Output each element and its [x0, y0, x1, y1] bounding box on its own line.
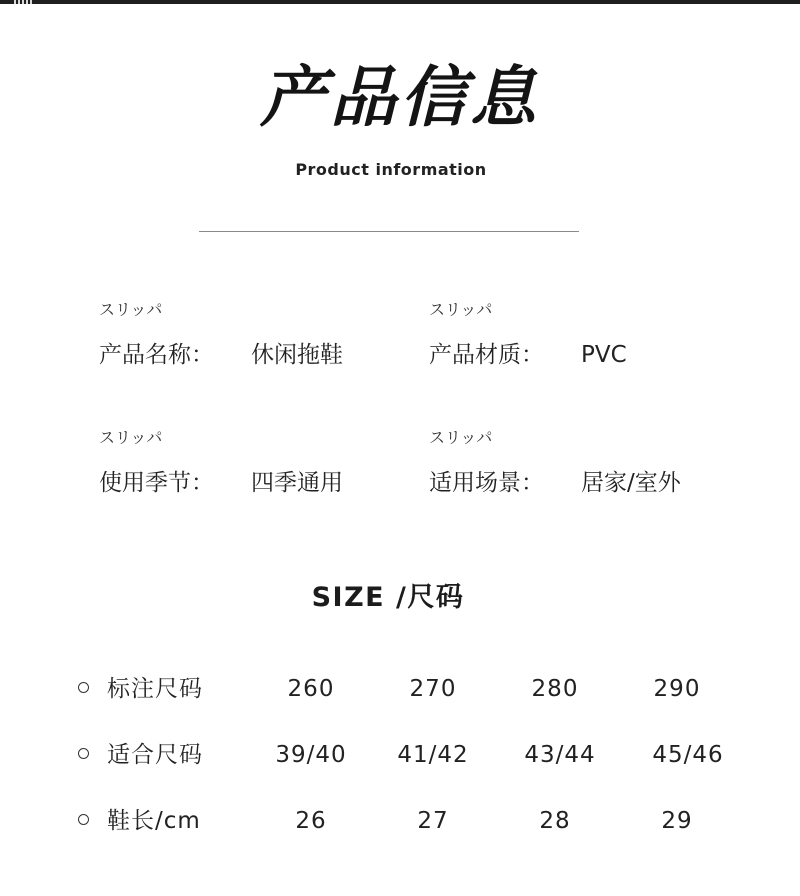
info-value: 四季通用 — [251, 470, 343, 496]
size-cell: 280 — [531, 676, 579, 702]
size-cell: 26 — [295, 808, 327, 834]
size-row-label: 适合尺码 — [107, 742, 203, 768]
circle-bullet-icon — [78, 814, 89, 825]
divider — [199, 231, 579, 232]
circle-bullet-icon — [78, 682, 89, 693]
info-kana: スリッパ — [429, 300, 493, 319]
size-cell: 290 — [653, 676, 701, 702]
info-value: 休闲拖鞋 — [251, 342, 343, 368]
info-item-material — [429, 300, 627, 370]
top-bar — [0, 0, 800, 4]
size-cell: 43/44 — [524, 742, 596, 768]
info-kana: スリッパ — [99, 428, 163, 447]
info-line — [429, 340, 627, 370]
size-row-label: 标注尺码 — [107, 676, 203, 702]
size-cell: 27 — [417, 808, 449, 834]
info-label: 适用场景： — [429, 470, 544, 496]
size-cell: 270 — [409, 676, 457, 702]
size-cell: 45/46 — [652, 742, 724, 768]
info-label: 使用季节： — [99, 470, 214, 496]
info-value: 居家/室外 — [581, 470, 681, 496]
size-cell: 29 — [661, 808, 693, 834]
page-subtitle: Product information — [295, 160, 487, 179]
info-label: 产品名称： — [99, 342, 214, 368]
size-cell: 41/42 — [397, 742, 469, 768]
info-item-scene — [429, 428, 681, 498]
info-line — [99, 340, 343, 370]
size-cell: 260 — [287, 676, 335, 702]
size-row-label-size — [0, 672, 800, 706]
info-label: 产品材质： — [429, 342, 544, 368]
circle-bullet-icon — [78, 748, 89, 759]
info-kana: スリッパ — [99, 300, 163, 319]
info-line — [429, 468, 681, 498]
info-item-name — [99, 300, 343, 370]
size-cell: 39/40 — [275, 742, 347, 768]
size-heading: SIZE /尺码 — [311, 582, 465, 613]
size-row-shoe-length — [0, 804, 800, 838]
info-value: PVC — [581, 342, 627, 368]
top-bar-mark — [14, 0, 32, 4]
size-cell: 28 — [539, 808, 571, 834]
size-row-label: 鞋长/cm — [107, 808, 201, 834]
info-line — [99, 468, 343, 498]
info-kana: スリッパ — [429, 428, 493, 447]
info-item-season — [99, 428, 343, 498]
size-row-fit-size — [0, 738, 800, 772]
page-title: 产品信息 — [260, 59, 540, 136]
